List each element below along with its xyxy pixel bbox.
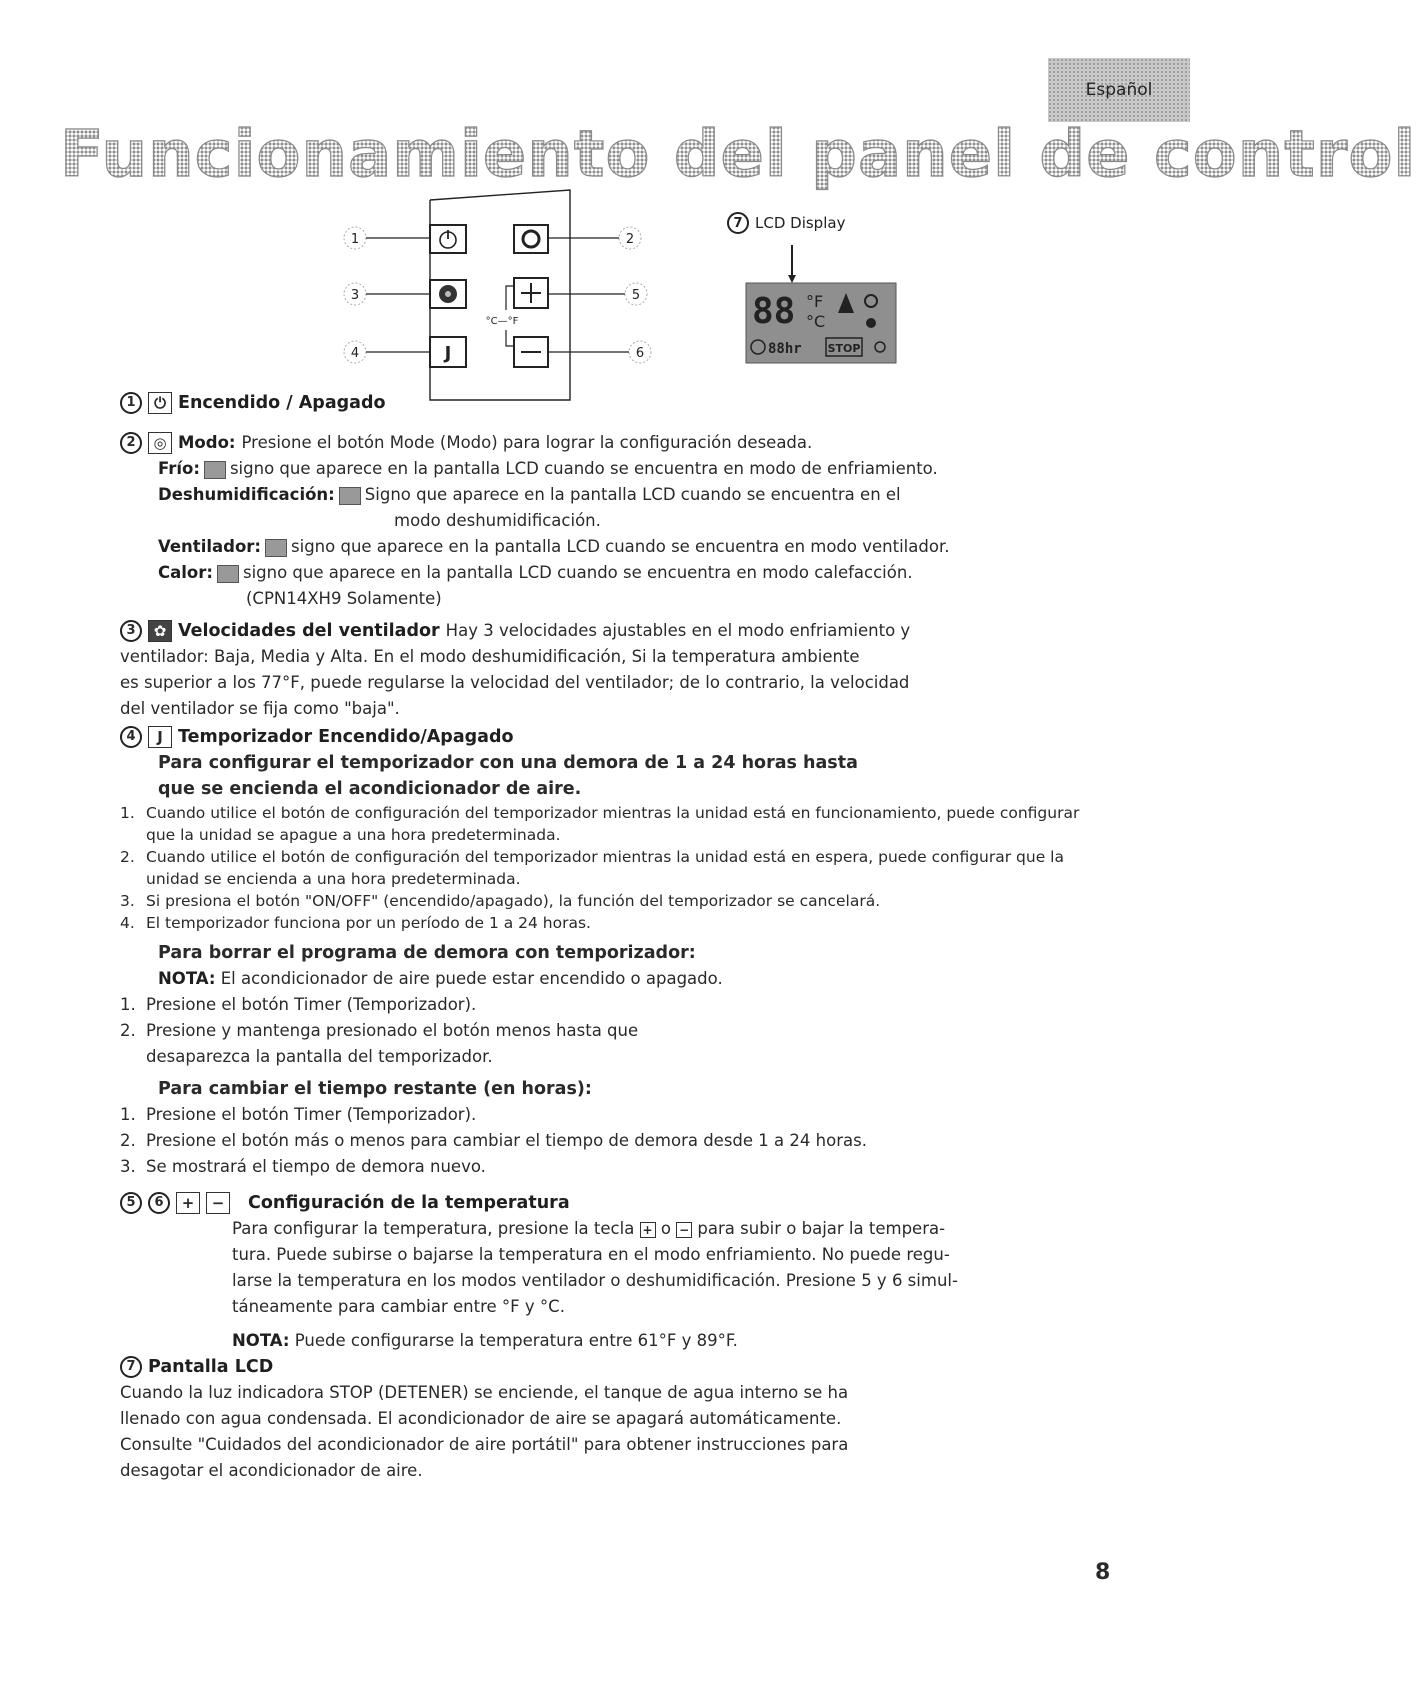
item-number: 1 bbox=[120, 392, 142, 414]
frio-text: signo que aparece en la pantalla LCD cuando se encuentra en modo de enfriamiento. bbox=[229, 459, 938, 478]
minus-icon: − bbox=[206, 1192, 230, 1214]
plus-key-icon: + bbox=[640, 1222, 656, 1238]
nota-label: NOTA: bbox=[158, 969, 216, 988]
dehum-text: Signo que aparece en la pantalla LCD cuando se encuentra en el bbox=[364, 485, 901, 504]
control-panel-diagram bbox=[330, 190, 700, 405]
item-mode bbox=[120, 430, 1100, 612]
item-title: Pantalla LCD bbox=[148, 1357, 274, 1377]
cf-toggle-label: °C—°F bbox=[485, 316, 519, 327]
heat-icon bbox=[217, 565, 239, 583]
list-item: 3. Si presiona el botón "ON/OFF" (encendido/apagado), la función del temporizador se cancelará. bbox=[120, 892, 881, 910]
dehumidify-icon bbox=[339, 487, 361, 505]
vent-text: signo que aparece en la pantalla LCD cuando se encuentra en modo ventilador. bbox=[291, 537, 950, 556]
nota-text: Puede configurarse la temperatura entre 61°F y 89°F. bbox=[294, 1331, 738, 1350]
list-item: 2. Cuando utilice el botón de configuración del temporizador mientras la unidad está en espera, puede configurar que la unidad se encienda a una hora predeterminada. bbox=[120, 848, 1064, 888]
timer-heading-1b: que se encienda el acondicionador de aire. bbox=[158, 779, 582, 799]
item-fan-speed bbox=[120, 618, 1100, 722]
timer-heading-1: Para configurar el temporizador con una demora de 1 a 24 horas hasta bbox=[158, 753, 858, 773]
temp-text-line: tura. Puede subirse o bajarse la temperatura en el modo enfriamiento. No puede regu- bbox=[232, 1245, 950, 1264]
list-item: 3. Se mostrará el tiempo de demora nuevo. bbox=[120, 1157, 486, 1176]
item-text-line: es superior a los 77°F, puede regularse la velocidad del ventilador; de lo contrario, la velocidad bbox=[120, 673, 910, 692]
item-title: Modo: bbox=[178, 433, 236, 452]
item-lcd bbox=[120, 1354, 1100, 1484]
item-number: 6 bbox=[148, 1192, 170, 1214]
item-text: Presione el botón Mode (Modo) para lograr la configuración deseada. bbox=[241, 433, 813, 452]
frio-label: Frío: bbox=[158, 459, 200, 478]
lcd-display-label bbox=[727, 212, 845, 234]
item-title: Configuración de la temperatura bbox=[248, 1193, 570, 1213]
calor-note: (CPN14XH9 Solamente) bbox=[246, 589, 442, 608]
item-text-line: Consulte "Cuidados del acondicionador de aire portátil" para obtener instrucciones para bbox=[120, 1435, 849, 1454]
power-button-graphic bbox=[430, 225, 466, 253]
plus-icon: + bbox=[176, 1192, 200, 1214]
mode-button-graphic bbox=[514, 225, 548, 253]
list-item: 1. Presione el botón Timer (Temporizador). bbox=[120, 1105, 477, 1124]
timer-steps-1 bbox=[120, 802, 1100, 934]
lcd-callout: 7 bbox=[727, 212, 749, 234]
item-power bbox=[120, 390, 1100, 416]
item-number: 5 bbox=[120, 1192, 142, 1214]
svg-text:°F: °F bbox=[806, 292, 824, 311]
cool-icon bbox=[204, 461, 226, 479]
item-number: 3 bbox=[120, 620, 142, 642]
page-number: 8 bbox=[1095, 1560, 1111, 1585]
timer-steps-3 bbox=[120, 1102, 1100, 1180]
callout-5: 5 bbox=[631, 288, 641, 303]
plus-button-graphic bbox=[514, 278, 548, 308]
dehum-text-continued: modo deshumidificación. bbox=[394, 511, 601, 530]
temp-text-a: Para configurar la temperatura, presione la tecla bbox=[232, 1219, 635, 1238]
temp-text-or: o bbox=[660, 1219, 671, 1238]
timer-icon: J bbox=[148, 726, 172, 748]
item-title: Temporizador Encendido/Apagado bbox=[178, 727, 514, 747]
item-text-line: del ventilador se fija como "baja". bbox=[120, 699, 400, 718]
item-title: Encendido / Apagado bbox=[178, 393, 386, 413]
fan-icon bbox=[265, 539, 287, 557]
nota-text: El acondicionador de aire puede estar encendido o apagado. bbox=[220, 969, 723, 988]
item-text-line: llenado con agua condensada. El acondicionador de aire se apagará automáticamente. bbox=[120, 1409, 842, 1428]
page-title: Funcionamiento del panel de control bbox=[60, 118, 1416, 192]
temp-text-line: táneamente para cambiar entre °F y °C. bbox=[232, 1297, 565, 1316]
lcd-temperature-digits: 88 bbox=[752, 291, 796, 332]
temp-text-b: para subir o bajar la tempera- bbox=[697, 1219, 946, 1238]
callout-6: 6 bbox=[635, 346, 645, 361]
vent-label: Ventilador: bbox=[158, 537, 262, 556]
timer-heading-3: Para cambiar el tiempo restante (en horas): bbox=[158, 1079, 592, 1099]
dehum-label: Deshumidificación: bbox=[158, 485, 335, 504]
lcd-display-text: LCD Display bbox=[755, 214, 846, 232]
svg-text:STOP: STOP bbox=[827, 342, 861, 355]
item-text-line: Cuando la luz indicadora STOP (DETENER) se enciende, el tanque de agua interno se ha bbox=[120, 1383, 849, 1402]
power-icon: ⏻ bbox=[148, 392, 172, 414]
temp-text-line: larse la temperatura en los modos ventilador o deshumidificación. Presione 5 y 6 simul- bbox=[232, 1271, 958, 1290]
fan-speed-button-graphic bbox=[430, 280, 466, 308]
language-tab-label: Español bbox=[1085, 80, 1153, 100]
list-item: 1. Presione el botón Timer (Temporizador). bbox=[120, 995, 477, 1014]
language-tab bbox=[1048, 58, 1190, 122]
minus-key-icon: − bbox=[676, 1222, 692, 1238]
mode-icon: ◎ bbox=[148, 432, 172, 454]
item-timer bbox=[120, 724, 1100, 1180]
item-temperature bbox=[120, 1190, 1100, 1354]
fan-speed-icon: ✿ bbox=[148, 620, 172, 642]
svg-text:88hr: 88hr bbox=[768, 341, 802, 357]
svg-text:°C: °C bbox=[806, 312, 826, 331]
timer-heading-2: Para borrar el programa de demora con temporizador: bbox=[158, 943, 696, 963]
callout-3: 3 bbox=[350, 288, 360, 303]
item-number: 4 bbox=[120, 726, 142, 748]
dehumidify-indicator-icon bbox=[866, 318, 876, 328]
minus-button-graphic bbox=[514, 337, 548, 367]
item-number: 2 bbox=[120, 432, 142, 454]
callout-1: 1 bbox=[350, 232, 360, 247]
item-number: 7 bbox=[120, 1356, 142, 1378]
nota-label: NOTA: bbox=[232, 1331, 290, 1350]
calor-text: signo que aparece en la pantalla LCD cuando se encuentra en modo calefacción. bbox=[242, 563, 913, 582]
timer-steps-2 bbox=[120, 992, 1100, 1070]
item-text-line: desagotar el acondicionador de aire. bbox=[120, 1461, 423, 1480]
item-text: Hay 3 velocidades ajustables en el modo enfriamiento y bbox=[445, 621, 911, 640]
timer-button-graphic bbox=[430, 337, 466, 367]
instructions-body bbox=[120, 390, 1100, 1484]
calor-label: Calor: bbox=[158, 563, 213, 582]
svg-text:J: J bbox=[444, 343, 452, 364]
list-item: 4. El temporizador funciona por un período de 1 a 24 horas. bbox=[120, 914, 591, 932]
item-text-line: ventilador: Baja, Media y Alta. En el modo deshumidificación, Si la temperatura ambiente bbox=[120, 647, 860, 666]
callout-4: 4 bbox=[350, 346, 360, 361]
list-item: 2. Presione el botón más o menos para cambiar el tiempo de demora desde 1 a 24 horas. bbox=[120, 1131, 867, 1150]
item-title: Velocidades del ventilador bbox=[178, 621, 440, 641]
callout-2: 2 bbox=[625, 232, 635, 247]
list-item: 1. Cuando utilice el botón de configuración del temporizador mientras la unidad está en funcionamiento, puede configurar que la unidad se apague a una hora predeterminada. bbox=[120, 804, 1080, 844]
lcd-display-graphic bbox=[746, 283, 896, 363]
list-item: 2. Presione y mantenga presionado el botón menos hasta que desaparezca la pantalla del temporizador. bbox=[120, 1021, 639, 1066]
